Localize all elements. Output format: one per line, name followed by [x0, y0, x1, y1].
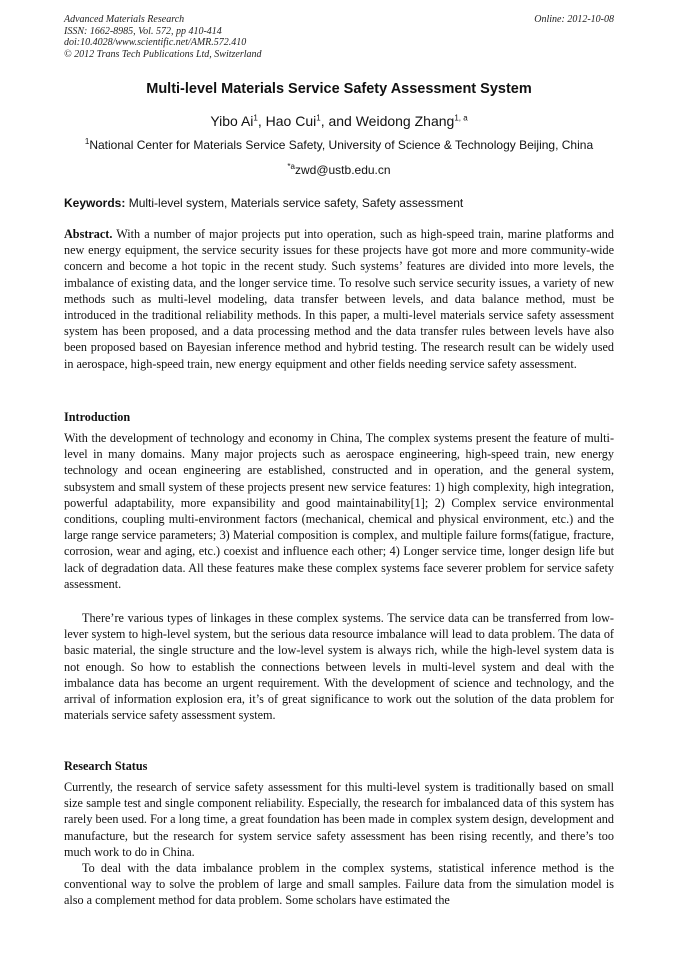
affiliation — [64, 138, 614, 152]
author-name: Yibo Ai — [210, 113, 254, 129]
author-sup: 1 — [316, 113, 321, 123]
paragraph: To deal with the data imbalance problem in the complex systems, statistical inference method is the conventional way to solve the problem of large and small samples. Failure data from the simulation model is also a complement method for data problem. Some scholars have estimated the — [64, 861, 614, 908]
journal-header — [64, 14, 464, 60]
keywords-text: Multi-level system, Materials service safety, Safety assessment — [125, 196, 464, 210]
paragraph: Currently, the research of service safety assessment for this multi-level system is traditionally based on small size sample test and single component reliability. Especially, the research for imbalanced data of this system has rarely been used. For a long time, a great foundation has been made in complex system design, development and manufacture, but the research for system service safety assessment has been rising recently, and there’s too much work to do in China. — [64, 780, 614, 859]
email-sup: *a — [287, 162, 295, 171]
abstract-text: With a number of major projects put into operation, such as high-speed train, marine platforms and new energy equipment, the service security issues for these projects have got more and more community-wide concern and become a hot topic in the recent study. Such systems’ features are divided into more levels, the imbalance of existing data, and the longer service time. To resolve such service security issues, a variety of new methods such as multi-level modeling, data transfer between levels, and data balance method, must be introduced in the traditional reliability methods. In this paper, a multi-level materials service safety assessment system has been proposed, and a data processing method and the data transfer rules between levels have also been proposed based on Bayesian inference method and hybrid testing. The research result can be widely used in aerospace, high-speed train, new energy equipment and other fields needing service safety assessment. — [64, 227, 614, 371]
journal-name: Advanced Materials Research — [64, 14, 185, 25]
online-date: Online: 2012-10-08 — [534, 14, 614, 25]
keywords — [64, 196, 614, 210]
paragraph: There’re various types of linkages in these complex systems. The service data can be transferred from low-lever system to high-level system, but the serious data resource imbalance will lead to data problem. The data of basic material, the single structure and the low-level system is always rich, while the high-level system data is not enough. So how to establish the connections between levels in multi-level system and deal with the imbalance data has become an urgent requirement. With the development of science and technology, and the arrival of information explosion era, it’s of great significance to work out the solution of the data problem for materials service safety assessment system. — [64, 611, 614, 723]
section-heading-research-status: Research Status — [64, 759, 148, 773]
section-heading-introduction: Introduction — [64, 410, 131, 424]
email-address[interactable]: zwd@ustb.edu.cn — [294, 163, 391, 177]
email — [64, 163, 614, 177]
paragraph: With the development of technology and economy in China, The complex systems present the feature of multi-level in many domains. Many major projects such as aerospace engineering, high-speed train, new energy technology and ocean engineering are established, constructed and in operation, and the general system, subsystem and small system of these projects present new service features: 1) high complexity, high integration, powerful adaptability, more expansibility and good maintainability[1]; 2) Complex service environmental conditions, coupling multi-environment factors (mechanical, chemical and physical environment, etc.) and the large range service parameters; 3) Material composition is complex, and multiple failure forms(fatigue, fracture, corrosion, wear and aging, etc.) coexist and influence each other; 4) Longer service time, longer design life but lack of degradation data. All these features make these complex systems face severer problem for service safety assessment. — [64, 431, 614, 591]
paper-title: Multi-level Materials Service Safety Assessment System — [146, 81, 532, 97]
affiliation-text: National Center for Materials Service Safety, University of Science & Technology Beijing, China — [89, 138, 594, 152]
issn-line: ISSN: 1662-8985, Vol. 572, pp 410-414 — [64, 25, 222, 37]
copyright-line: © 2012 Trans Tech Publications Ltd, Switzerland — [64, 48, 262, 60]
doi-line: doi:10.4028/www.scientific.net/AMR.572.410 — [64, 37, 247, 48]
author-sup: 1, a — [454, 113, 468, 123]
author-name: , Hao Cui — [257, 113, 317, 129]
author-sup: 1 — [253, 113, 258, 123]
abstract-label: Abstract. — [64, 227, 113, 241]
abstract — [64, 226, 614, 372]
author-list — [64, 113, 614, 129]
affiliation-sup: 1 — [84, 137, 90, 146]
keywords-label: Keywords: — [64, 196, 126, 210]
author-name: , and Weidong Zhang — [320, 113, 455, 129]
